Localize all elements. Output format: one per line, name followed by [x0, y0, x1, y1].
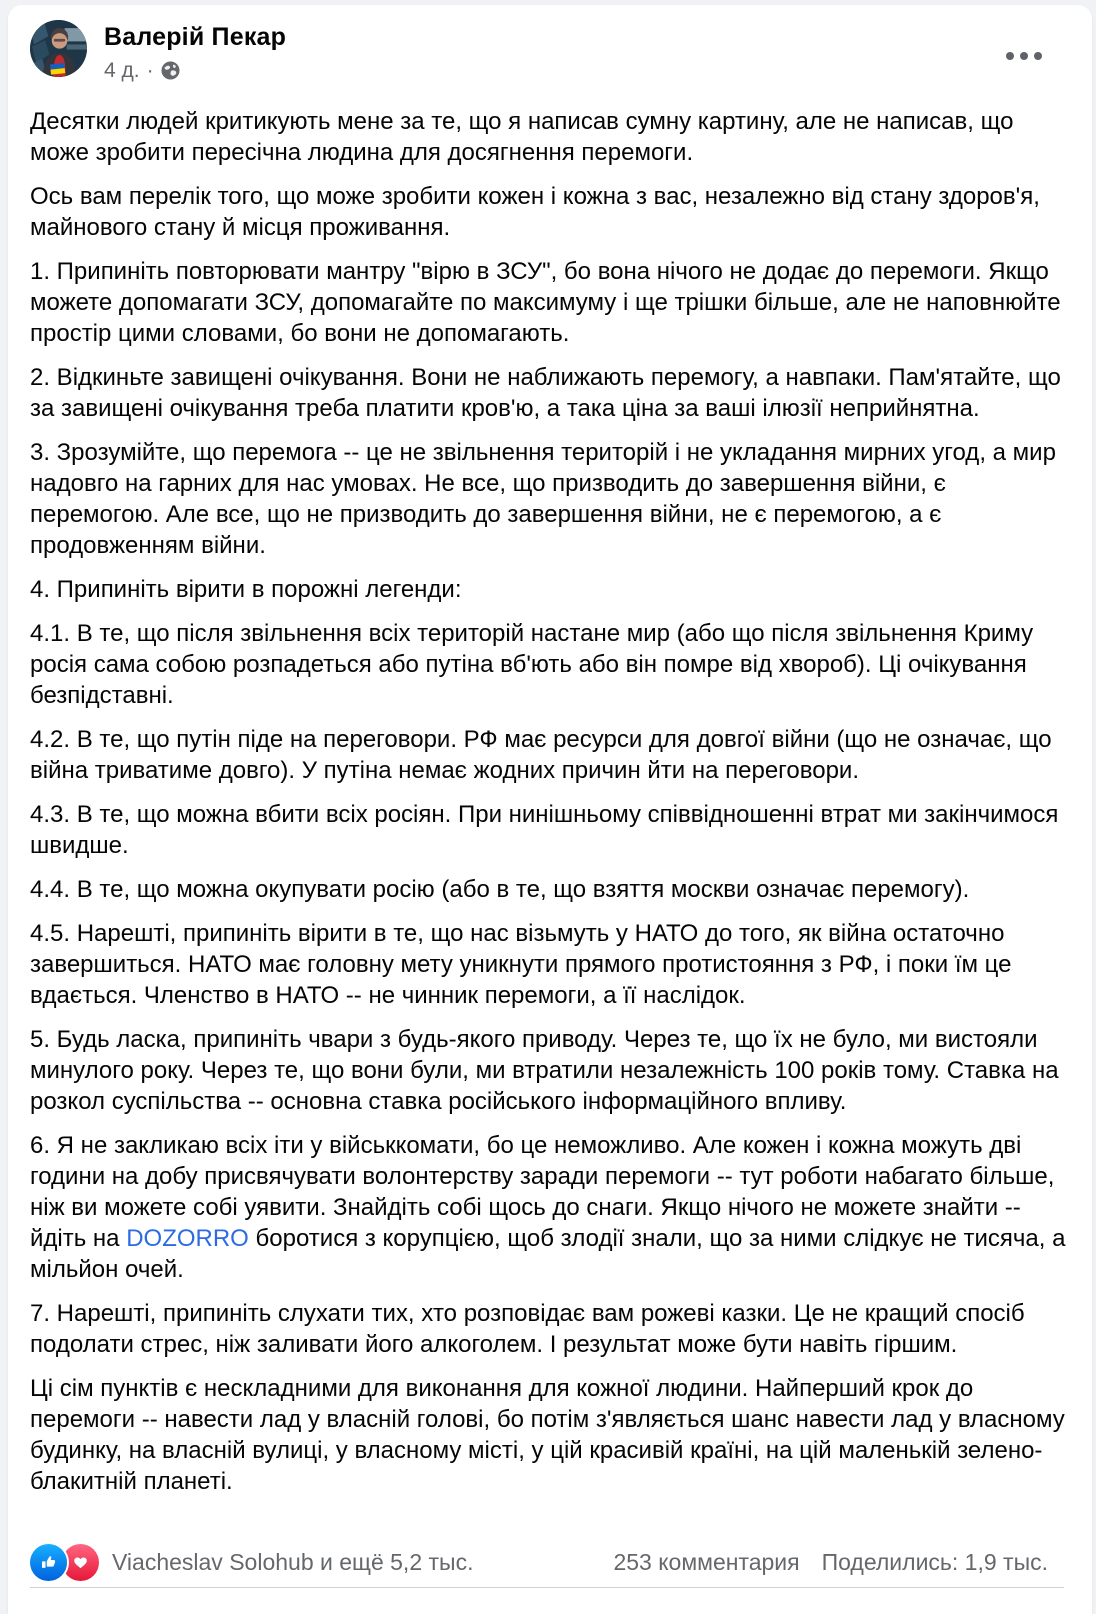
- ellipsis-icon: [1006, 52, 1014, 60]
- post-paragraph: Ці сім пунктів є нескладними для виконання для кожної людини. Найперший крок до перемоги -- навести лад у власній голові, бо потім з'являється шанс навести лад у власному будинку, на власній вулиці, у власному місті, у цій красивій країні, на цій маленькій зелено-блакитній планеті.: [30, 1374, 1065, 1495]
- post-paragraph: 2. Відкиньте завищені очікування. Вони не наближають перемогу, а навпаки. Пам'ятайте, що за завищені очікування треба платити кров'ю, а така ціна за ваші ілюзії неприйнятна.: [30, 363, 1061, 422]
- post-paragraph: [30, 1130, 1066, 1285]
- love-icon[interactable]: [62, 1544, 99, 1581]
- post-paragraph: Десятки людей критикують мене за те, що я написав сумну картину, але не написав, що може зробити пересічна людина для досягнення перемоги.: [30, 107, 1014, 166]
- post-paragraph: 5. Будь ласка, припиніть чвари з будь-якого приводу. Через те, що їх не було, ми вистояли минулого року. Через те, що вони були, ми втратили незалежність 100 років тому. Ставка на розкол суспільства -- основна ставка російського інформаційного впливу.: [30, 1025, 1059, 1115]
- post-paragraph: 1. Припиніть повторювати мантру "вірю в ЗСУ", бо вона нічого не додає до перемоги. Якщо можете допомагати ЗСУ, допомагайте по максимуму і ще трішки більше, але не наповнюйте простір цими словами, бо вони не допомагають.: [30, 257, 1061, 347]
- dozorro-link[interactable]: DOZORRO: [126, 1224, 249, 1252]
- ellipsis-icon: [1020, 52, 1028, 60]
- comments-count[interactable]: 253 комментария: [613, 1548, 800, 1575]
- avatar[interactable]: [30, 20, 87, 77]
- post-paragraph: 4.4. В те, що можна окупувати росію (або в те, що взяття москви означає перемогу).: [30, 875, 970, 903]
- meta-separator: ·: [146, 58, 154, 82]
- more-options-button[interactable]: [996, 42, 1052, 70]
- post-footer: [30, 1544, 1066, 1588]
- reactions-summary[interactable]: Viacheslav Solohub и ещё 5,2 тыс.: [112, 1548, 474, 1575]
- paragraph-text: боротися з корупцією, щоб злодії знали, що за ними слідкує не тисяча, а мільйон очей.: [30, 1224, 1066, 1283]
- like-icon[interactable]: [30, 1544, 67, 1581]
- shares-count[interactable]: Поделились: 1,9 тыс.: [821, 1548, 1048, 1575]
- post-meta: [104, 60, 286, 81]
- globe-icon: [161, 61, 180, 80]
- post-paragraph: 4.3. В те, що можна вбити всіх росіян. При нинішньому співвідношенні втрат ми закінчимося швидше.: [30, 800, 1059, 859]
- post-card: [8, 5, 1092, 1614]
- author-name[interactable]: Валерій Пекар: [104, 23, 287, 51]
- post-header: [30, 20, 1066, 81]
- post-paragraph: 4.5. Нарешті, припиніть вірити в те, що нас візьмуть у НАТО до того, як війна остаточно завершиться. НАТО має головну мету уникнути прямого протистояння з РФ, і поки їм це вдається. Членство в НАТО -- не чинник перемоги, а її наслідок.: [30, 919, 1012, 1009]
- counts-group: [613, 1549, 1066, 1576]
- post-text: [30, 106, 1066, 1497]
- post-paragraph: 7. Нарешті, припиніть слухати тих, хто розповідає вам рожеві казки. Це не кращий спосіб подолати стрес, ніж заливати його алкоголем. І результат може бути навіть гіршим.: [30, 1299, 1025, 1358]
- post-paragraph: 3. Зрозумійте, що перемога -- це не звільнення територій і не укладання мирних угод, а мир надовго на гарних для нас умовах. Не все, що призводить до завершення війни, є перемогою. Але все, що не призводить до завершення війни, не є перемогою, а є продовженням війни.: [30, 438, 1056, 559]
- engagement-summary: [30, 1544, 1066, 1581]
- reactions-group[interactable]: [30, 1544, 473, 1581]
- post-paragraph: 4. Припиніть вірити в порожні легенди:: [30, 575, 462, 603]
- timestamp[interactable]: 4 д.: [104, 58, 140, 82]
- divider: [30, 1587, 1064, 1588]
- post-paragraph: 4.2. В те, що путін піде на переговори. РФ має ресурси для довгої війни (що не означає, що війна триватиме довго). У путіна немає жодних причин йти на переговори.: [30, 725, 1052, 784]
- paragraph-text: 6. Я не закликаю всіх іти у військкомати, бо це неможливо. Але кожен і кожна можуть дві години на добу присвячувати волонтерству заради перемоги -- тут роботи набагато більше, ніж ви можете собі уявити. Знайдіть собі щось до снаги. Якщо нічого не можете знайти -- йдіть на: [30, 1131, 1055, 1252]
- ellipsis-icon: [1034, 52, 1042, 60]
- avatar-image: [30, 20, 87, 77]
- header-meta: [104, 20, 286, 81]
- post-paragraph: 4.1. В те, що після звільнення всіх територій настане мир (або що після звільнення Криму росія сама собою розпадеться або путіна вб'ють або він помре від хвороб). Ці очікування безпідставні.: [30, 619, 1034, 709]
- post-paragraph: Ось вам перелік того, що може зробити кожен і кожна з вас, незалежно від стану здоров'я, майнового стану й місця проживання.: [30, 182, 1040, 241]
